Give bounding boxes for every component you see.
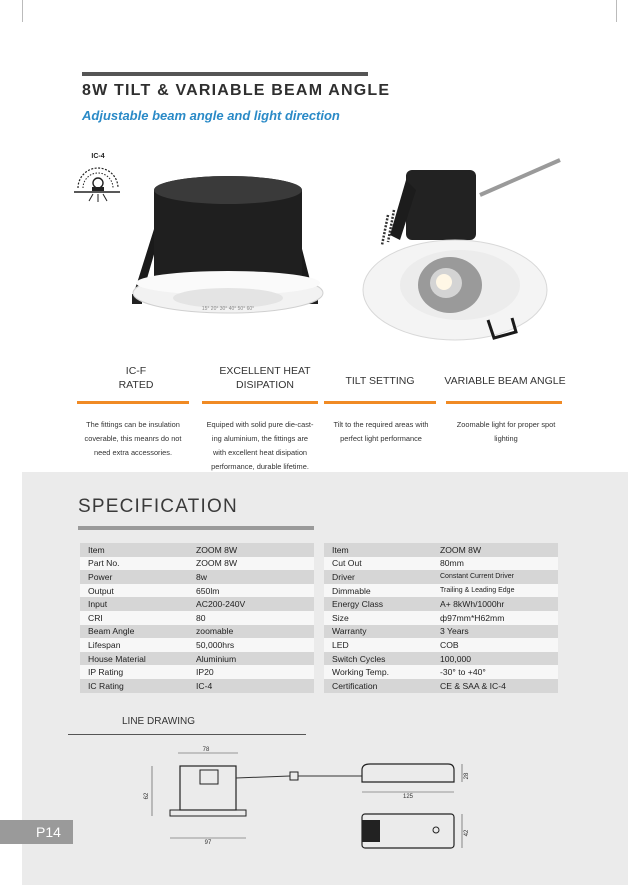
spec-row [324,638,558,652]
spec-table-right [324,543,558,693]
spec-label: Dimmable [324,584,432,598]
spec-value: ф97mm*H62mm [432,611,558,625]
feature-underline [324,401,436,404]
spec-row [80,597,314,611]
feature-title-heat [205,364,325,392]
feature-desc-tilt [320,418,442,446]
dim-height-label: 62 [144,792,150,800]
spec-value: 100,000 [432,652,558,666]
spec-value: Trailing & Leading Edge [432,584,558,598]
feature-desc-ic [72,418,194,460]
feature-title-line: RATED [118,379,154,391]
feature-title-line: DISIPATION [236,379,294,391]
spec-label: Output [80,584,188,598]
spec-value: 650lm [188,584,314,598]
spec-label: Item [80,543,188,557]
spec-label: Power [80,570,188,584]
desc-line: need extra accessories. [93,448,173,457]
line-drawing-underline [68,734,306,735]
spec-value: 3 Years [432,625,558,639]
desc-line: The fittings can be insulation [86,420,180,429]
spec-value: ZOOM 8W [188,557,314,571]
spec-row [324,570,558,584]
spec-row [80,625,314,639]
spec-row [80,638,314,652]
spec-row [324,557,558,571]
spec-value: 80mm [432,557,558,571]
spec-label: Size [324,611,432,625]
spec-label: Working Temp. [324,665,432,679]
feature-title-line: IC-F [125,365,147,377]
spec-value: AC200-240V [188,597,314,611]
desc-line: ing aluminium, the fittings are [211,434,309,443]
line-drawing-diagram [140,740,480,860]
desc-line: lighting [494,434,518,443]
feature-title-beam [440,374,570,388]
page-subtitle: Adjustable beam angle and light direction [82,108,340,123]
spec-label: Energy Class [324,597,432,611]
feature-title-ic-rated [88,364,184,392]
dim-driver-len-label: 125 [402,794,414,800]
spec-row [324,625,558,639]
spec-value: IP20 [188,665,314,679]
spec-label: Item [324,543,432,557]
dim-driver-h-label: 28 [464,772,470,780]
spec-row [80,679,314,693]
specification-underline [78,526,314,530]
spec-row [324,679,558,693]
spec-row [80,543,314,557]
specification-title: SPECIFICATION [78,496,238,517]
svg-text:IC-4: IC-4 [91,153,105,160]
spec-value: IC-4 [188,679,314,693]
spec-label: Part No. [80,557,188,571]
desc-line: performance, durable lifetime. [211,462,309,471]
crop-mark [616,0,617,22]
spec-label: IC Rating [80,679,188,693]
feature-underline [202,401,318,404]
feature-desc-beam [444,418,568,446]
spec-row [80,570,314,584]
spec-label: Lifespan [80,638,188,652]
spec-row [80,652,314,666]
spec-value: -30° to +40° [432,665,558,679]
spec-value: 50,000hrs [188,638,314,652]
feature-underline [446,401,562,404]
spec-table-left [80,543,314,693]
spec-label: House Material [80,652,188,666]
dim-driver-w-label: 42 [464,829,470,837]
tilt-product-image [360,150,570,345]
feature-title-tilt [325,374,435,388]
page-number-tab: P14 [0,820,73,844]
feature-desc-heat [196,418,324,474]
spec-value: Constant Current Driver [432,570,558,584]
ic4-rating-icon [72,150,120,210]
spec-value: 80 [188,611,314,625]
svg-text:15° 20° 30° 40° 50° 60°: 15° 20° 30° 40° 50° 60° [201,306,255,312]
dim-top-label: 78 [202,747,210,753]
spec-value: A+ 8kWh/1000hr [432,597,558,611]
spec-row [324,665,558,679]
spec-value: zoomable [188,625,314,639]
spec-value: COB [432,638,558,652]
spec-label: Beam Angle [80,625,188,639]
spec-label: Warranty [324,625,432,639]
desc-line: coverable, this meanrs do not [84,434,182,443]
spec-row [324,611,558,625]
desc-line: Tilt to the required areas with [333,420,429,429]
spec-row [324,597,558,611]
spec-row [324,584,558,598]
desc-line: Zoomable light for proper spot [456,420,556,429]
spec-value: ZOOM 8W [432,543,558,557]
spec-row [324,652,558,666]
page-title: 8W TILT & VARIABLE BEAM ANGLE [82,82,391,99]
spec-row [80,557,314,571]
spec-label: CRI [80,611,188,625]
spec-row [80,584,314,598]
header-bar [82,72,368,76]
feature-title-line: VARIABLE BEAM ANGLE [444,375,566,387]
spec-row [80,665,314,679]
feature-title-line: TILT SETTING [345,375,415,387]
line-drawing-title: LINE DRAWING [122,716,195,727]
spec-value: ZOOM 8W [188,543,314,557]
dim-bottom-label: 97 [204,840,212,846]
desc-line: with excellent heat disipation [212,448,308,457]
spec-row [80,611,314,625]
feature-underline [77,401,189,404]
spec-row [324,543,558,557]
spec-label: IP Rating [80,665,188,679]
spec-label: Cut Out [324,557,432,571]
crop-mark [22,0,23,22]
spec-value: 8w [188,570,314,584]
desc-line: Equiped with solid pure die-cast- [206,420,314,429]
spec-label: Driver [324,570,432,584]
spec-value: CE & SAA & IC-4 [432,679,558,693]
spec-label: LED [324,638,432,652]
feature-title-line: EXCELLENT HEAT [219,365,311,377]
desc-line: perfect light performance [340,434,422,443]
spec-value: Aluminium [188,652,314,666]
spec-label: Certification [324,679,432,693]
spec-label: Switch Cycles [324,652,432,666]
spec-label: Input [80,597,188,611]
downlight-product-image [120,170,330,330]
